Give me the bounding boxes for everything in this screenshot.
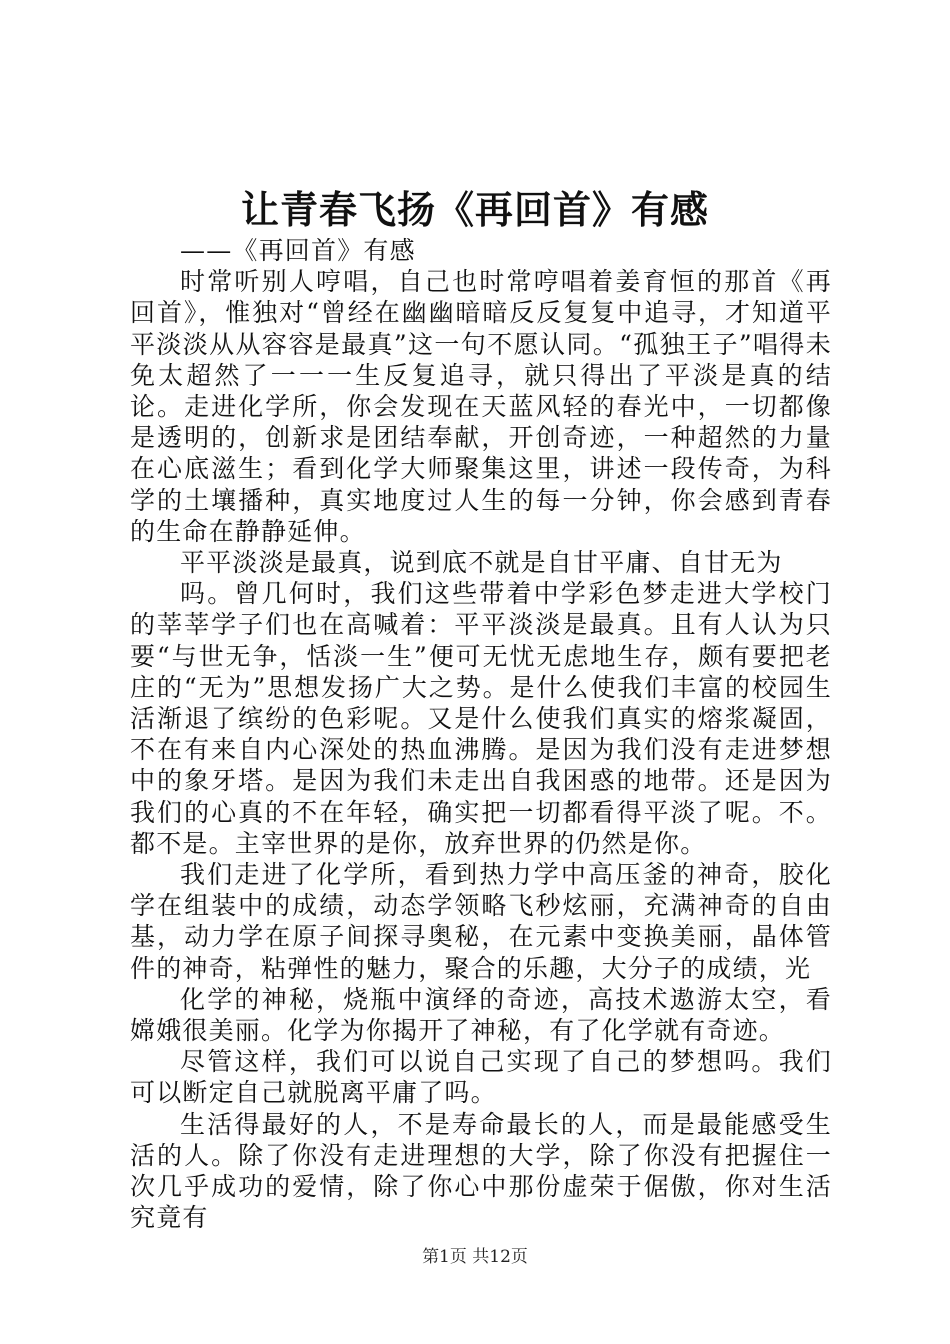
body-paragraph: 尽管这样，我们可以说自己实现了自己的梦想吗。我们可以断定自己就脱离平庸了吗。 <box>130 1047 832 1108</box>
body-paragraph: 我们走进了化学所，看到热力学中高压釜的神奇，胶化学在组装中的成绩，动态学领略飞秒炫丽，充满神奇的自由基，动力学在原子间探寻奥秘，在元素中变换美丽，晶体管件的神奇，粘弹性的魅力，聚合的乐趣，大分子的成绩，光 <box>130 860 832 983</box>
document-title: 让青春飞扬《再回首》有感 <box>240 187 709 232</box>
body-paragraph: 时常听别人哼唱，自己也时常哼唱着姜育恒的那首《再回首》，惟独对“曾经在幽幽暗暗反反复复中追寻，才知道平平淡淡从从容容是最真”这一句不愿认同。“孤独王子”唱得未免太超然了一一一生反复追寻，就只得出了平淡是真的结论。走进化学所，你会发现在天蓝风轻的春光中，一切都像是透明的，创新求是团结奉献，开创奇迹，一种超然的力量在心底滋生；看到化学大师聚集这里，讲述一段传奇，为科学的土壤播种，真实地度过人生的每一分钟，你会感到青春的生命在静静延伸。 <box>130 267 832 546</box>
document-body <box>130 235 832 1234</box>
body-paragraph: 生活得最好的人，不是寿命最长的人，而是最能感受生活的人。除了你没有走进理想的大学，除了你没有把握住一次几乎成功的爱情，除了你心中那份虚荣于倨傲，你对生活究竟有 <box>130 1109 832 1233</box>
body-paragraph: 平平淡淡是最真，说到底不就是自甘平庸、自甘无为 <box>180 548 783 578</box>
page-number-footer: 第1页 共12页 <box>422 1247 528 1267</box>
body-paragraph: 吗。曾几何时，我们这些带着中学彩色梦走进大学校门的莘莘学子们也在高喊着：平平淡淡是最真。且有人认为只要“与世无争，恬淡一生”便可无忧无虑地生存，颇有要把老庄的“无为”思想发扬广大之势。是什么使我们丰富的校园生活渐退了缤纷的色彩呢。又是什么使我们真实的熔浆凝固，不在有来自内心深处的热血沸腾。是因为我们没有走进梦想中的象牙塔。是因为我们未走出自我困惑的地带。还是因为我们的心真的不在年轻，确实把一切都看得平淡了呢。不。都不是。主宰世界的是你，放弃世界的仍然是你。 <box>130 579 832 858</box>
body-paragraph: 化学的神秘，烧瓶中演绎的奇迹，高技术遨游太空，看嫦娥很美丽。化学为你揭开了神秘，有了化学就有奇迹。 <box>130 984 832 1046</box>
subtitle-paragraph: ——《再回首》有感 <box>180 236 416 265</box>
